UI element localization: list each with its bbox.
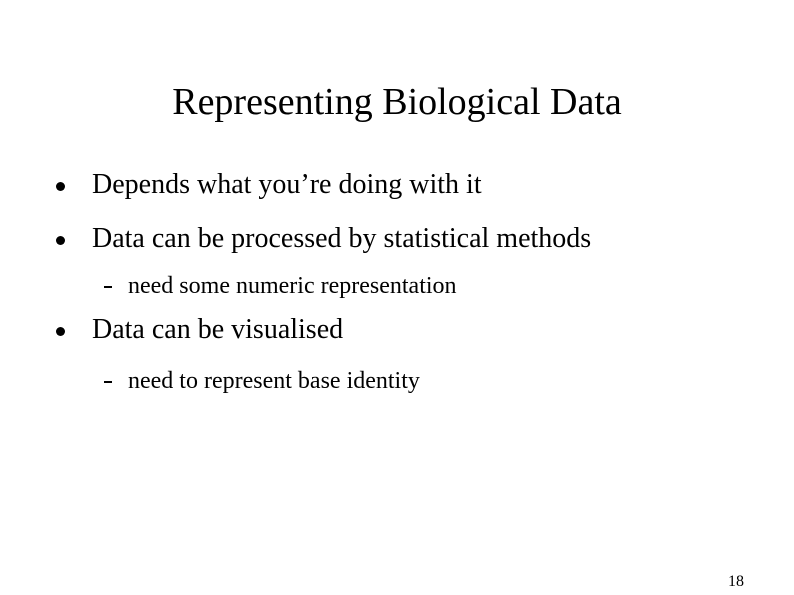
bullet-text: Data can be processed by statistical methods	[92, 223, 592, 254]
bullet-dot-icon	[56, 182, 65, 191]
page-number: 18	[728, 573, 744, 590]
bullet-dot-icon	[56, 327, 65, 336]
bullet-dot-icon	[56, 236, 65, 245]
bullet-item	[0, 222, 760, 256]
sub-bullet-text: need to represent base identity	[128, 368, 420, 394]
bullet-text: Depends what you’re doing with it	[92, 169, 482, 200]
sub-bullet-text: need some numeric representation	[128, 273, 457, 299]
dash-icon	[104, 381, 112, 383]
bullet-item	[0, 168, 760, 202]
dash-icon	[104, 286, 112, 288]
bullet-text: Data can be visualised	[92, 314, 344, 345]
slide-title: Representing Biological Data	[172, 81, 622, 123]
sub-bullet-item	[0, 366, 760, 396]
bullet-item	[0, 313, 760, 347]
sub-bullet-item	[0, 271, 760, 301]
